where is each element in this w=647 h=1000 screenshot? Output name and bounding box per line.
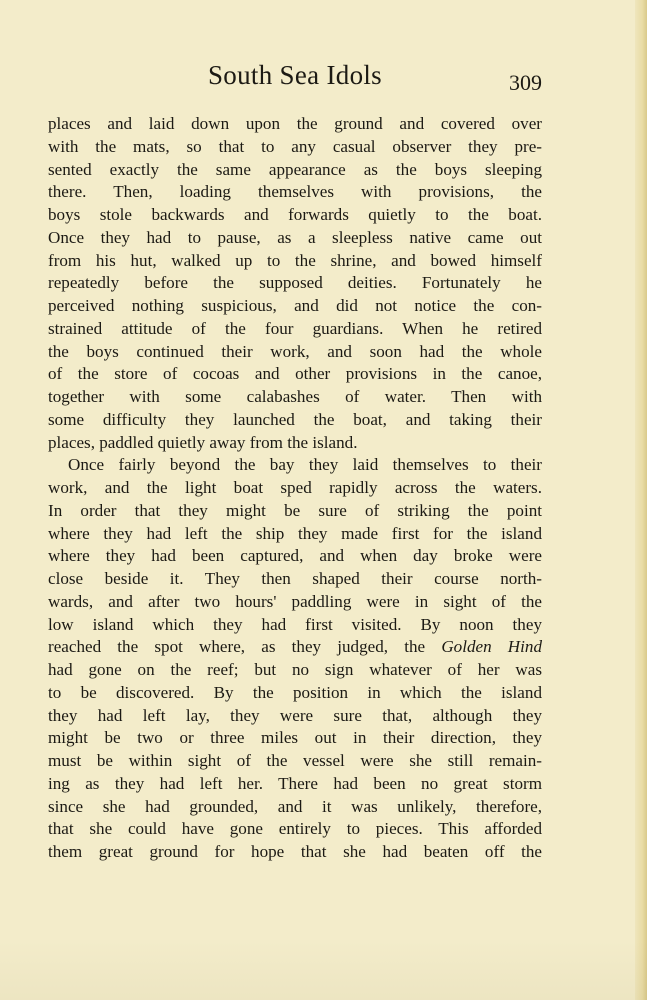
text-line: strained attitude of the four guardians. When he retired	[48, 318, 542, 338]
running-title: South Sea Idols	[207, 60, 382, 90]
text-line: there. Then, loading themselves with provisions, the	[48, 182, 542, 202]
text-line: had gone on the reef; but no sign whatever of her was	[48, 660, 542, 679]
text-line: from his hut, walked up to the shrine, and bowed himself	[48, 250, 542, 270]
text-line: that she could have gone entirely to pieces. This afforded	[48, 819, 542, 839]
text-line: some difficulty they launched the boat, and taking their	[48, 409, 542, 429]
text-line-with-italic	[48, 636, 542, 659]
text-line: must be within sight of the vessel were she still remain-	[48, 751, 542, 770]
text-line: where they had left the ship they made first for the island	[48, 523, 542, 543]
text-line: with the mats, so that to any casual observer they pre-	[48, 136, 542, 156]
text-line: boys stole backwards and forwards quietly to the boat.	[48, 205, 542, 224]
paragraph	[48, 113, 542, 454]
text-line: close beside it. They then shaped their course north-	[48, 569, 542, 588]
text-line: ing as they had left her. There had been no great storm	[48, 773, 542, 793]
text-line: places and laid down upon the ground and covered over	[48, 114, 542, 133]
text-line: of the store of cocoas and other provisions in the canoe,	[48, 364, 542, 384]
text-line: sented exactly the same appearance as the boys sleeping	[48, 159, 542, 179]
page-header	[48, 60, 542, 100]
text-line: places, paddled quietly away from the island.	[48, 432, 358, 452]
text-line: since she had grounded, and it was unlikely, therefore,	[48, 796, 542, 816]
text-line: perceived nothing suspicious, and did not notice the con-	[48, 296, 542, 315]
text-line: Once they had to pause, as a sleepless native came out	[48, 227, 542, 247]
text-line: them great ground for hope that she had beaten off the	[48, 842, 542, 861]
text-line: together with some calabashes of water. Then with	[48, 387, 542, 406]
text-line: Once fairly beyond the bay they laid themselves to their	[68, 455, 542, 475]
ship-name: Golden Hind	[441, 637, 542, 657]
text-line: they had left lay, they were sure that, although they	[48, 705, 542, 725]
text-line: low island which they had first visited. By noon they	[48, 614, 542, 634]
text-line: wards, and after two hours' paddling were in sight of the	[48, 591, 542, 611]
text-line: In order that they might be sure of striking the point	[48, 500, 542, 520]
text-line-part: reached the spot where, as they judged, the	[48, 637, 426, 657]
paragraph	[48, 454, 542, 864]
text-line: to be discovered. By the position in which the island	[48, 682, 542, 702]
text-line: might be two or three miles out in their direction, they	[48, 728, 542, 748]
text-line: the boys continued their work, and soon had the whole	[48, 341, 542, 361]
text-line: work, and the light boat sped rapidly across the waters.	[48, 478, 542, 497]
page-number: 309	[509, 70, 542, 95]
text-line: repeatedly before the supposed deities. Fortunately he	[48, 273, 542, 293]
body-text	[48, 113, 542, 864]
text-line: where they had been captured, and when day broke were	[48, 546, 542, 566]
page-edge	[635, 0, 647, 1000]
page-shadow	[0, 940, 647, 1000]
